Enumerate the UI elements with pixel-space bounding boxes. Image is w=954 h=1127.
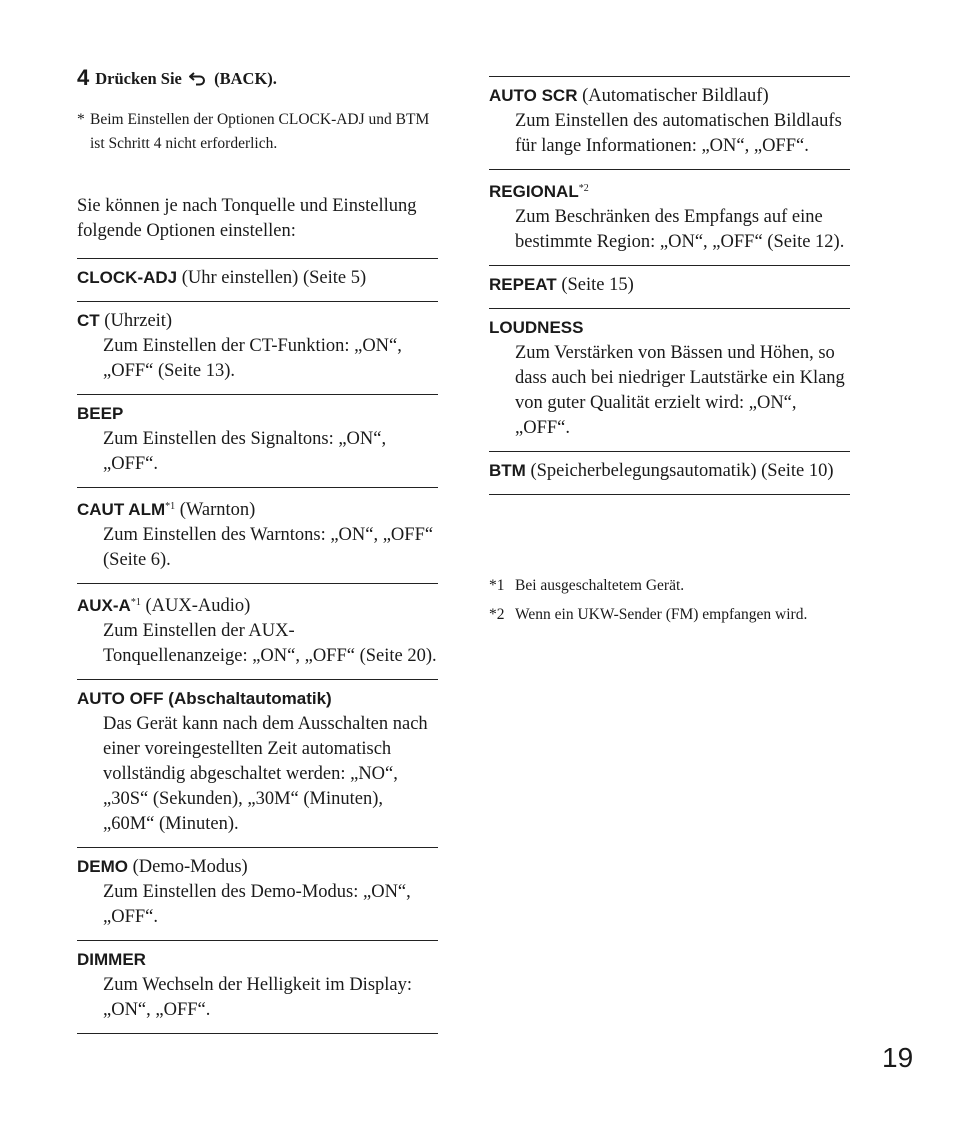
option-heading: [77, 494, 438, 523]
option-entry: [489, 76, 850, 169]
option-description: Zum Verstärken von Bässen und Höhen, so dass auch bei niedriger Lautstärke ein Klang von guter Qualität erzielt wird: „ON“, „OFF“.: [515, 343, 845, 438]
option-keyword: AUX-A: [77, 596, 131, 615]
option-suffix: (Demo-Modus): [128, 857, 248, 877]
step-4: [77, 66, 438, 91]
step-note-mark: *: [77, 111, 85, 128]
left-option-list: [77, 258, 438, 1034]
step-text-after: (BACK).: [214, 69, 277, 88]
footnote-ref: *2: [578, 183, 589, 194]
footnote-ref: *1: [165, 501, 176, 512]
step-note-text: Beim Einstellen der Optionen CLOCK-ADJ und BTM ist Schritt 4 nicht erforderlich.: [90, 111, 430, 152]
footnote-ref: *1: [130, 597, 141, 608]
option-suffix: (Seite 15): [556, 275, 634, 295]
footnote: [489, 603, 850, 626]
option-description: Das Gerät kann nach dem Ausschalten nach einer voreingestellten Zeit automatisch vollständig abgeschaltet werden: „NO“, „30S“ (Sekunden), „30M“ (Minuten), „60M“ (Minuten).: [103, 714, 428, 834]
option-keyword: BEEP: [77, 404, 124, 423]
option-keyword: CT: [77, 311, 100, 330]
option-heading: [489, 315, 850, 341]
option-heading: [489, 176, 850, 205]
footnote-text: Bei ausgeschaltetem Gerät.: [515, 577, 685, 594]
footnote-mark: *2: [489, 606, 505, 623]
option-description: Zum Einstellen des Demo-Modus: „ON“, „OFF“.: [103, 882, 411, 927]
option-keyword: BTM: [489, 461, 526, 480]
option-description: Zum Einstellen des automatischen Bildlaufs für lange Informationen: „ON“, „OFF“.: [515, 111, 842, 156]
option-suffix: (Warnton): [175, 500, 256, 520]
option-heading: [77, 686, 438, 712]
option-description: Zum Einstellen des Warntons: „ON“, „OFF“ (Seite 6).: [103, 525, 434, 570]
option-heading: [489, 83, 850, 109]
option-keyword: DIMMER: [77, 950, 146, 969]
option-keyword: AUTO SCR: [489, 86, 578, 105]
option-entry: [489, 265, 850, 308]
option-heading: [77, 590, 438, 619]
option-keyword: REPEAT: [489, 275, 557, 294]
back-arrow-icon: [188, 70, 208, 86]
option-heading: [77, 401, 438, 427]
option-heading: [77, 854, 438, 880]
option-suffix: (Automatischer Bildlauf): [577, 86, 769, 106]
option-description: Zum Einstellen der AUX-Tonquellenanzeige: „ON“, „OFF“ (Seite 20).: [103, 621, 437, 666]
option-keyword: CAUT ALM: [77, 500, 166, 519]
option-entry: [77, 487, 438, 583]
option-keyword: DEMO: [77, 857, 128, 876]
option-description: Zum Wechseln der Helligkeit im Display: „ON“, „OFF“.: [103, 975, 413, 1020]
option-entry: [489, 308, 850, 451]
option-suffix: (Uhrzeit): [99, 311, 173, 331]
option-description: Zum Einstellen des Signaltons: „ON“, „OFF“.: [103, 429, 387, 474]
option-entry: [77, 847, 438, 940]
intro-text: Sie können je nach Tonquelle und Einstellung folgende Optionen einstellen:: [77, 196, 417, 241]
option-description: Zum Einstellen der CT-Funktion: „ON“, „OFF“ (Seite 13).: [103, 336, 402, 381]
option-keyword: REGIONAL: [489, 182, 579, 201]
footnote-text: Wenn ein UKW-Sender (FM) empfangen wird.: [515, 606, 808, 623]
option-entry: [77, 583, 438, 679]
option-keyword: AUTO OFF (Abschaltautomatik): [77, 689, 332, 708]
footnote: [489, 574, 850, 597]
option-entry: [77, 940, 438, 1034]
option-entry: [77, 679, 438, 847]
option-keyword: CLOCK-ADJ: [77, 268, 178, 287]
option-heading: [489, 458, 850, 484]
right-option-list: [489, 76, 850, 495]
option-entry: [77, 258, 438, 301]
step-note: [77, 108, 438, 156]
option-entry: [489, 451, 850, 495]
footnotes: [489, 574, 850, 632]
option-heading: [77, 308, 438, 334]
option-suffix: (Uhr einstellen) (Seite 5): [177, 268, 367, 288]
option-entry: [489, 169, 850, 265]
option-entry: [77, 301, 438, 394]
option-entry: [77, 394, 438, 487]
option-suffix: (AUX-Audio): [140, 596, 251, 616]
option-heading: [77, 947, 438, 973]
page-number: 19: [882, 1042, 914, 1073]
option-heading: [489, 272, 850, 298]
option-suffix: (Speicherbelegungsautomatik) (Seite 10): [525, 461, 834, 481]
option-heading: [77, 265, 438, 291]
footnote-mark: *1: [489, 577, 505, 594]
option-description: Zum Beschränken des Empfangs auf eine bestimmte Region: „ON“, „OFF“ (Seite 12).: [515, 207, 845, 252]
step-text-before: Drücken Sie: [95, 69, 182, 88]
option-keyword: LOUDNESS: [489, 318, 584, 337]
step-number: 4: [77, 65, 90, 90]
